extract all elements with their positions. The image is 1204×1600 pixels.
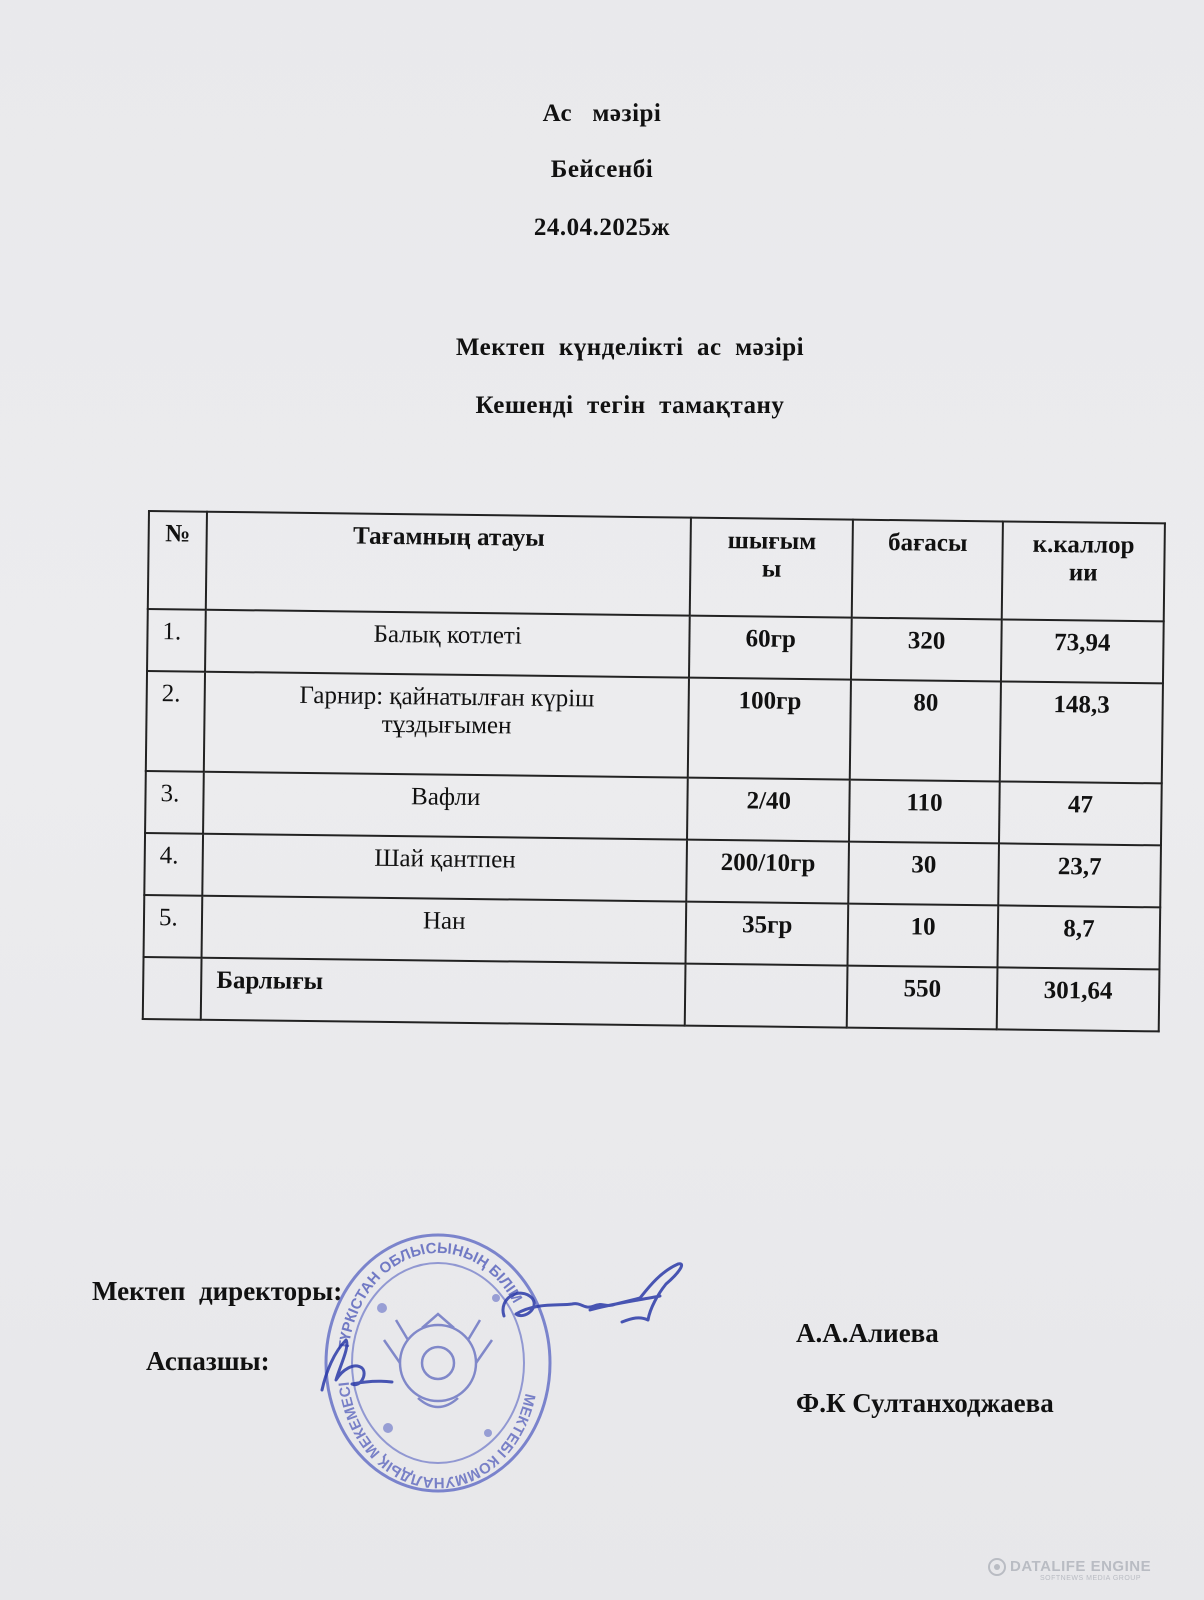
- row-dish-name-line1: Гарнир: қайнатылған күріш: [299, 681, 595, 713]
- row-kcal: 8,7: [997, 905, 1160, 969]
- row-kcal: 23,7: [998, 843, 1161, 907]
- row-price: 80: [850, 680, 1001, 782]
- director-name: А.А.Алиева: [796, 1318, 939, 1348]
- table-header-row: [148, 511, 1165, 621]
- total-kcal: 301,64: [997, 967, 1160, 1031]
- row-yield: 35гр: [686, 902, 849, 966]
- cook-label: Аспазшы:: [146, 1346, 270, 1376]
- row-price: 110: [849, 780, 999, 844]
- row-num: 1.: [147, 609, 206, 672]
- row-dish-name: Балық котлеті: [205, 610, 690, 678]
- column-header-price: бағасы: [852, 520, 1003, 620]
- row-price: 10: [848, 904, 998, 968]
- watermark: [1010, 1558, 1151, 1582]
- director-signature-icon: [490, 1258, 700, 1348]
- document-subtitle-free-meals: Кешенді тегін тамақтану: [475, 392, 785, 419]
- column-header-num: №: [148, 511, 207, 610]
- table-total-row: [143, 957, 1160, 1031]
- row-price: 30: [849, 842, 999, 906]
- column-header-name: Тағамның атауы: [206, 512, 691, 616]
- svg-text:ТҮРКІСТАН ОБЛЫСЫНЫҢ БІЛІМ: ТҮРКІСТАН ОБЛЫСЫНЫҢ БІЛІМ: [335, 1239, 526, 1351]
- row-num: 3.: [145, 771, 204, 834]
- document-subtitle-school-menu: Мектеп күнделікті ас мәзірі: [455, 334, 805, 361]
- director-label: Мектеп директоры:: [92, 1276, 343, 1306]
- row-dish-name: Нан: [202, 896, 687, 964]
- row-yield: 2/40: [687, 778, 850, 842]
- document-day: Бейсенбі: [550, 156, 654, 183]
- cook-name: Ф.К Султанходжаева: [796, 1388, 1054, 1418]
- total-yield-empty: [685, 964, 848, 1028]
- datalife-logo-icon: [988, 1558, 1006, 1576]
- row-kcal: 47: [999, 781, 1162, 845]
- row-price: 320: [851, 618, 1001, 682]
- row-num: 5.: [144, 895, 203, 958]
- total-price: 550: [847, 966, 997, 1030]
- document-date: 24.04.2025ж: [533, 214, 671, 241]
- row-yield: 60гр: [689, 616, 852, 680]
- column-header-yield: [690, 518, 853, 618]
- watermark-title: DATALIFE ENGINE: [1010, 1558, 1152, 1575]
- row-yield: 100гр: [688, 678, 851, 780]
- total-num-empty: [143, 957, 202, 1020]
- column-header-kcal-line1: к.каллор: [1032, 530, 1135, 560]
- watermark-subtitle: SOFTNEWS MEDIA GROUP: [1040, 1575, 1142, 1582]
- row-dish-name: Шай қантпен: [202, 834, 687, 902]
- column-header-kcal: [1002, 521, 1165, 621]
- row-kcal: 148,3: [1000, 681, 1163, 783]
- row-dish-name: Вафли: [203, 772, 688, 840]
- total-label: Барлығы: [201, 958, 686, 1026]
- column-header-kcal-line2: ии: [1068, 559, 1098, 587]
- row-dish-name: [204, 672, 689, 778]
- row-num: 2.: [146, 671, 205, 772]
- svg-text:МЕКТЕБІ КОММУНАЛДЫҚ МЕКЕМЕСІ: МЕКТЕБІ КОММУНАЛДЫҚ МЕКЕМЕСІ: [335, 1380, 539, 1492]
- row-kcal: 73,94: [1001, 619, 1164, 683]
- menu-table: [142, 510, 1166, 1032]
- row-dish-name-line2: тұздығымен: [381, 710, 512, 740]
- row-yield: 200/10гр: [687, 840, 850, 904]
- table-row: [146, 671, 1163, 783]
- row-num: 4.: [144, 833, 203, 896]
- column-header-yield-line1: шығым: [727, 527, 817, 556]
- document-title: Ас мәзірі: [542, 100, 662, 127]
- column-header-yield-line2: ы: [761, 555, 782, 583]
- cook-signature-icon: [312, 1332, 402, 1402]
